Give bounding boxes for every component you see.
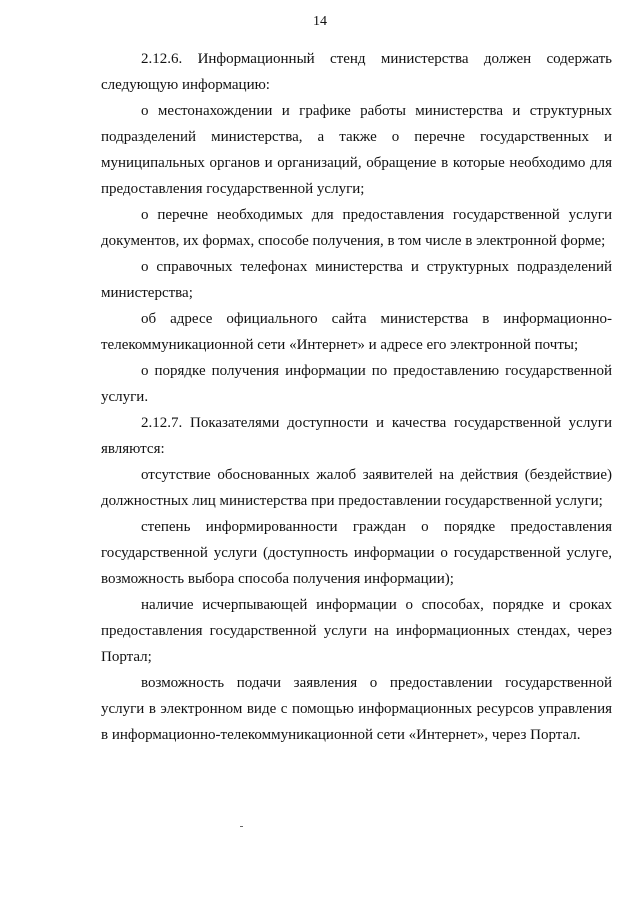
- paragraph-2-12-7: 2.12.7. Показателями доступности и качества государственной услуги являются:: [101, 415, 612, 457]
- paragraph-informedness: степень информированности граждан о порядке предоставления государственной услуги (доступность информации о государственной услуге, возможность выбора способа получения информации);: [101, 519, 612, 587]
- paragraph-2-12-6: 2.12.6. Информационный стенд министерства должен содержать следующую информацию:: [101, 51, 612, 93]
- paragraph-no-complaints: отсутствие обоснованных жалоб заявителей на действия (бездействие) должностных лиц министерства при предоставлении государственной услуги;: [101, 467, 612, 509]
- scan-speck: [240, 826, 243, 827]
- paragraph-website-email: об адресе официального сайта министерства в информационно-телекоммуникационной сети «Интернет» и адресе его электронной почты;: [101, 311, 612, 353]
- page-number: 14: [313, 14, 327, 29]
- paragraph-phones: о справочных телефонах министерства и структурных подразделений министерства;: [101, 259, 612, 301]
- paragraph-electronic-submission: возможность подачи заявления о предоставлении государственной услуги в электронном виде с помощью информационных ресурсов управления в информационно-телекоммуникационной сети «Интернет», через Портал.: [101, 675, 612, 743]
- document-body: [101, 46, 612, 748]
- paragraph-exhaustive-info: наличие исчерпывающей информации о способах, порядке и сроках предоставления государственной услуги на информационных стендах, через Портал;: [101, 597, 612, 665]
- paragraph-info-procedure: о порядке получения информации по предоставлению государственной услуги.: [101, 363, 612, 405]
- paragraph-required-documents: о перечне необходимых для предоставления государственной услуги документов, их формах, способе получения, в том числе в электронной форме;: [101, 207, 612, 249]
- paragraph-location-schedule: о местонахождении и графике работы министерства и структурных подразделений министерства, а также о перечне государственных и муниципальных органов и организаций, обращение в которые необходимо для предоставления государственной услуги;: [101, 103, 612, 197]
